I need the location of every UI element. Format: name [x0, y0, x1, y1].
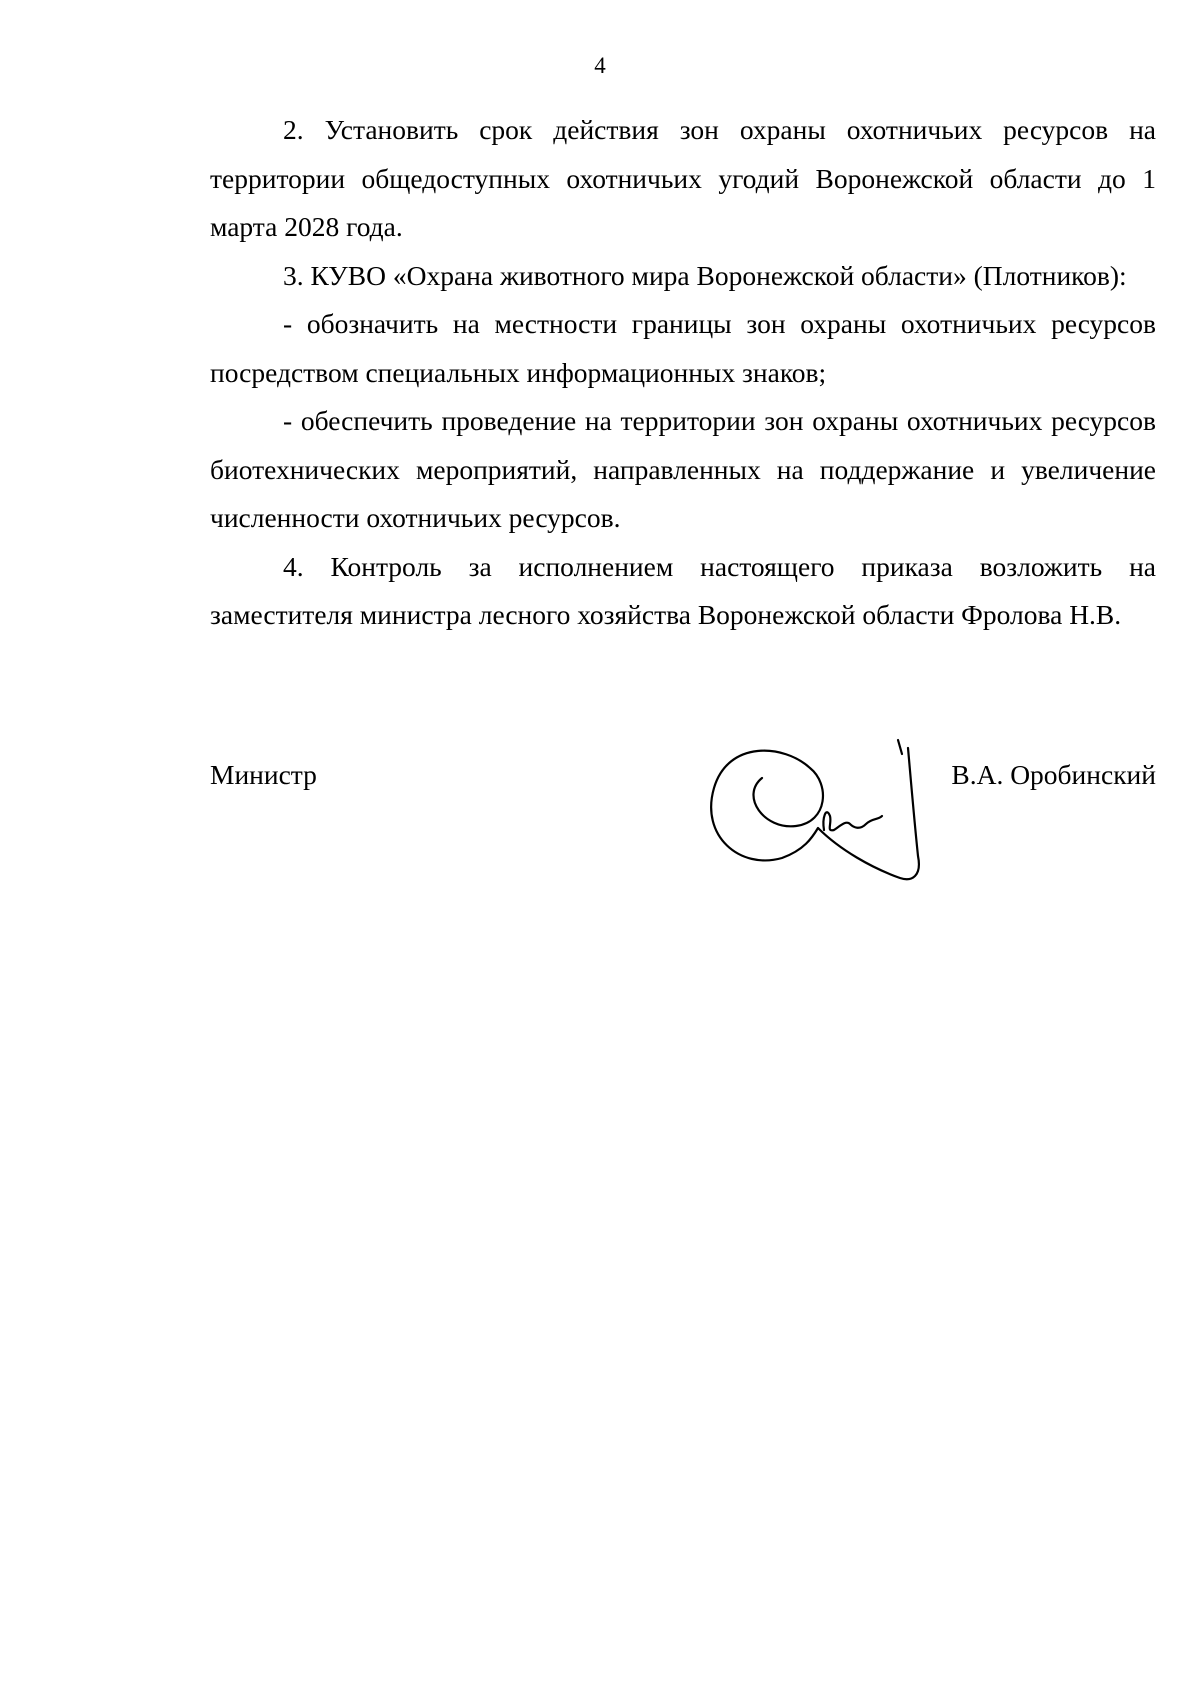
signatory-title: Министр — [210, 759, 317, 790]
paragraph-item-2: 2. Установить срок действия зон охраны охотничьих ресурсов на территории общедоступных охотничьих угодий Воронежской области до 1 марта 2028 года. — [210, 114, 1156, 242]
signatory-name: В.А. Оробинский — [951, 759, 1156, 790]
document-body — [210, 106, 1156, 640]
signature-loop-stroke — [711, 748, 919, 879]
signature-wave-stroke — [823, 812, 882, 830]
paragraph-item-3-subitem-1: - обозначить на местности границы зон охраны охотничьих ресурсов посредством специальных информационных знаков; — [210, 308, 1156, 388]
paragraph-item-3: 3. КУВО «Охрана животного мира Воронежской области» (Плотников): — [283, 259, 1127, 291]
signature-tick-stroke — [898, 740, 902, 754]
page-number: 4 — [594, 53, 606, 78]
handwritten-signature — [700, 700, 940, 900]
paragraph-item-4: 4. Контроль за исполнением настоящего приказа возложить на заместителя министра лесного хозяйства Воронежской области Фролова Н.В. — [210, 550, 1156, 630]
paragraph-item-3-subitem-2: - обеспечить проведение на территории зон охраны охотничьих ресурсов биотехнических мероприятий, направленных на поддержание и увеличение численности охотничьих ресурсов. — [210, 405, 1156, 533]
signature-block — [210, 755, 1156, 795]
